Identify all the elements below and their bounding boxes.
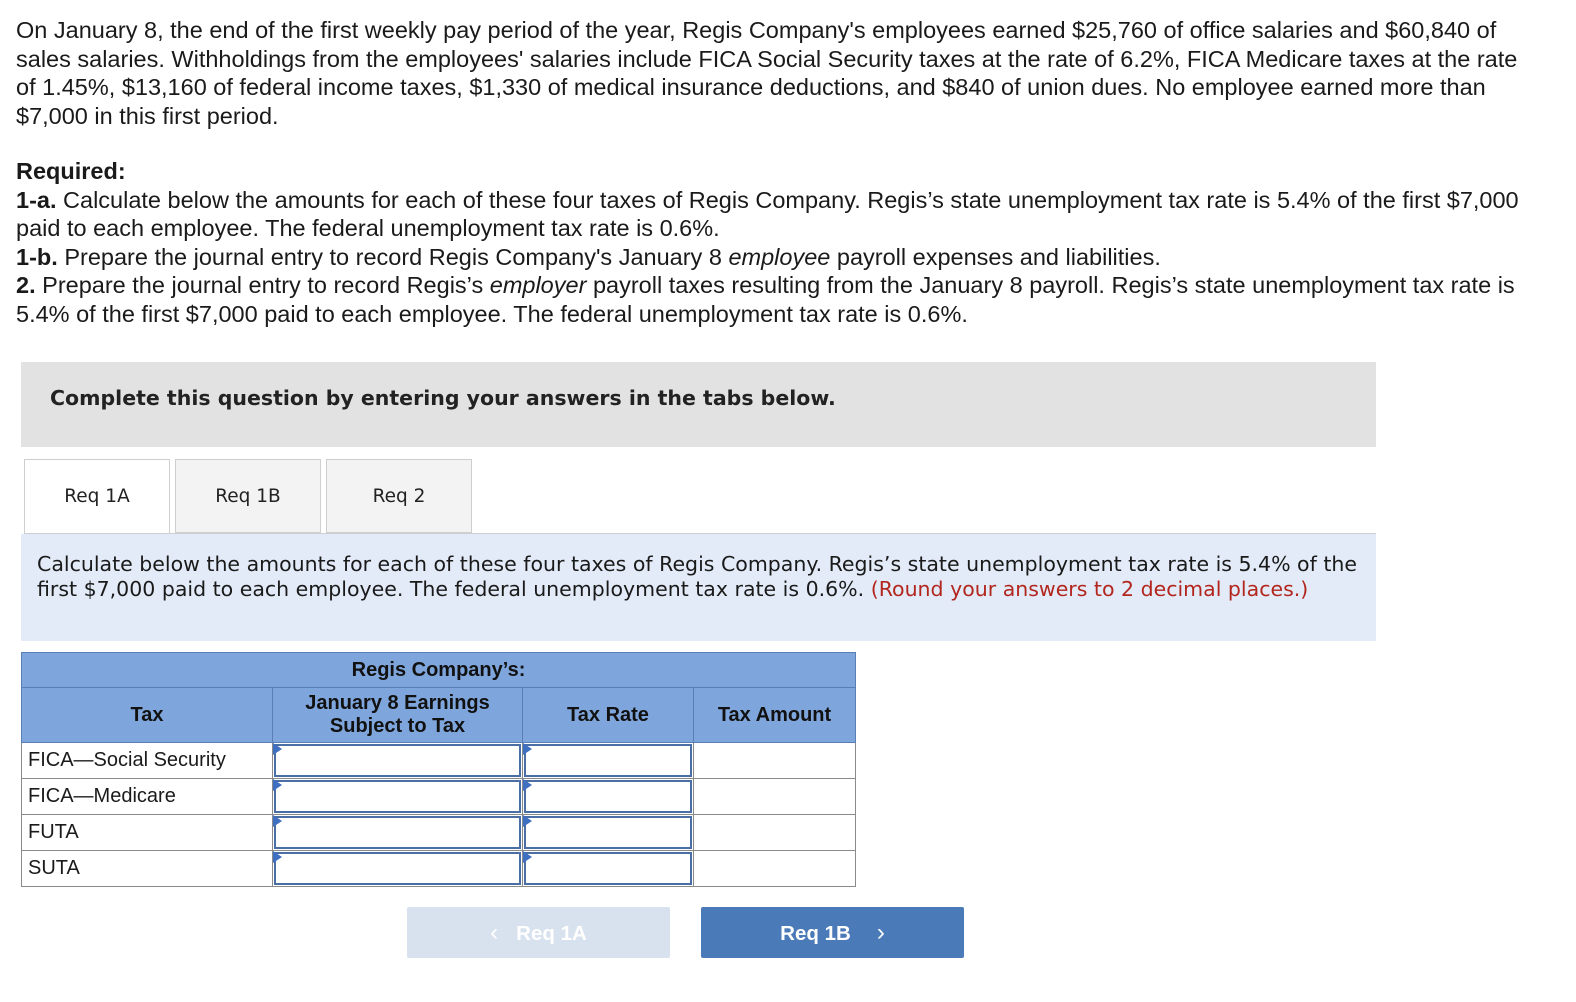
instruction-paragraph: [37, 552, 1357, 602]
input-marker-icon: [523, 851, 532, 863]
input-marker-icon: [273, 851, 282, 863]
requirement-1b-em: employee: [728, 243, 831, 270]
requirement-2: [16, 271, 1536, 328]
instruction-text: Calculate below the amounts for each of these four taxes of Regis Company. Regis’s state unemployment tax rate is 5.4% of the first $7,000 paid to each employee. The federal unemployment tax rate is 0.6%.: [37, 552, 1357, 601]
tab-req-2[interactable]: Req 2: [326, 459, 472, 533]
tax-amount-cell: [694, 815, 856, 851]
requirement-1a-text: Calculate below the amounts for each of these four taxes of Regis Company. Regis’s state unemployment tax rate is 5.4% of the first $7,000 paid to each employee. The federal unemployment tax rate is 0.6%.: [16, 186, 1519, 241]
column-header-amount: Tax Amount: [694, 688, 856, 743]
requirement-2-post: payroll taxes resulting from the January 8 payroll. Regis’s state unemployment tax rate is 5.4% of the first $7,000 paid to each employee. The federal unemployment tax rate is 0.6%.: [16, 272, 1515, 327]
instructions-banner: [21, 362, 1376, 447]
table-group-header: Regis Company’s:: [22, 653, 856, 688]
requirement-2-em: employer: [489, 272, 587, 298]
input-marker-icon: [523, 743, 532, 755]
tax-name: FICA—Medicare: [22, 779, 273, 815]
required-title: Required:: [16, 158, 126, 184]
earnings-input-cell: [273, 779, 523, 815]
problem-statement: [16, 16, 1536, 328]
input-marker-icon: [273, 779, 282, 791]
tax-name: FICA—Social Security: [22, 743, 273, 779]
tax-name: SUTA: [22, 851, 273, 887]
rate-input[interactable]: [524, 744, 692, 777]
table-row: [22, 779, 856, 815]
requirement-1a-label: 1-a.: [16, 186, 57, 213]
next-req-label: Req 1B: [780, 922, 851, 945]
column-header-earnings: January 8 Earnings Subject to Tax: [273, 688, 523, 743]
earnings-input-cell: [273, 851, 523, 887]
tax-table: [21, 652, 856, 887]
rate-input[interactable]: [524, 780, 692, 813]
required-section: [16, 157, 1536, 328]
tax-amount-cell: [694, 851, 856, 887]
earnings-input[interactable]: [274, 816, 521, 849]
requirement-1a: [16, 186, 1536, 243]
requirement-2-pre: Prepare the journal entry to record Regis’s: [42, 272, 484, 298]
table-row: [22, 815, 856, 851]
requirement-1b-post: payroll expenses and liabilities.: [836, 243, 1161, 270]
prev-req-label: Req 1A: [516, 922, 587, 945]
chevron-right-icon: ›: [876, 919, 885, 946]
earnings-input[interactable]: [274, 780, 521, 813]
rate-input-cell: [523, 743, 694, 779]
prev-req-button[interactable]: [407, 907, 670, 958]
requirement-2-label: 2.: [16, 272, 36, 298]
earnings-input-cell: [273, 743, 523, 779]
rounding-note: (Round your answers to 2 decimal places.): [870, 577, 1309, 601]
rate-input[interactable]: [524, 816, 692, 849]
requirement-1b-label: 1-b.: [16, 243, 58, 270]
earnings-input-cell: [273, 815, 523, 851]
tax-amount-cell: [694, 743, 856, 779]
rate-input[interactable]: [524, 852, 692, 885]
requirement-1b-pre: Prepare the journal entry to record Regis Company's January 8: [64, 243, 722, 270]
rate-input-cell: [523, 779, 694, 815]
rate-input-cell: [523, 851, 694, 887]
tab-req-1b[interactable]: Req 1B: [175, 459, 321, 533]
tax-name: FUTA: [22, 815, 273, 851]
banner-text: Complete this question by entering your answers in the tabs below.: [50, 386, 836, 410]
input-marker-icon: [273, 743, 282, 755]
column-header-rate: Tax Rate: [523, 688, 694, 743]
tab-req-1a[interactable]: Req 1A: [24, 459, 170, 534]
input-marker-icon: [523, 815, 532, 827]
input-marker-icon: [523, 779, 532, 791]
requirement-1b: [16, 243, 1536, 272]
earnings-input[interactable]: [274, 744, 521, 777]
problem-intro: On January 8, the end of the first weekly pay period of the year, Regis Company's employees earned $25,760 of office salaries and $60,840 of sales salaries. Withholdings from the employees' salaries include FICA Social Security taxes at the rate of 6.2%, FICA Medicare taxes at the rate of 1.45%, $13,160 of federal income taxes, $1,330 of medical insurance deductions, and $840 of union dues. No employee earned more than $7,000 in this first period.: [16, 17, 1518, 129]
next-req-button[interactable]: [701, 907, 964, 958]
chevron-left-icon: ‹: [490, 919, 499, 946]
column-header-tax: Tax: [22, 688, 273, 743]
tab-instructions: [21, 534, 1376, 641]
input-marker-icon: [273, 815, 282, 827]
rate-input-cell: [523, 815, 694, 851]
tax-amount-cell: [694, 779, 856, 815]
table-row: [22, 743, 856, 779]
table-row: [22, 851, 856, 887]
earnings-input[interactable]: [274, 852, 521, 885]
